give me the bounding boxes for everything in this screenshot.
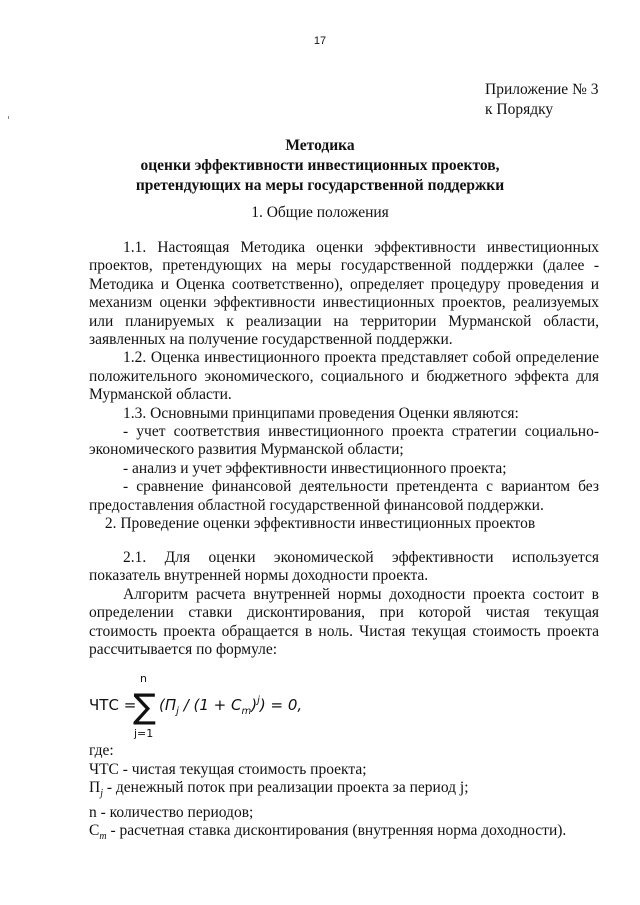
sum-upper-limit: n [140,672,147,685]
formula-definitions [89,742,599,847]
paragraph-2-1: 2.1. Для оценки экономической эффективности используется показатель внутренней нормы доходности проекта. [89,549,599,585]
paragraph-1-1: 1.1. Настоящая Методика оценки эффективности инвестиционных проектов, претендующих на меры государственной поддержки (далее - Методика и Оценка соответственно), определяет процедуру проведения и механизм оценки эффективности инвестиционных проектов, реализуемых или планируемых к реализации на территории Мурманской области, заявленных на получение государственной поддержки. [89,239,599,349]
definition-periods: n - количество периодов; [89,803,254,821]
appendix-reference [485,80,598,120]
formula-term: $(П_j / (1 + C_m)^j) = 0$, [159,695,303,717]
formula-lhs: ЧТС = [89,696,137,714]
title-line-2: оценки эффективности инвестиционных проектов, [140,157,500,174]
appendix-line-2: к Порядку [485,101,554,118]
document-title [0,136,640,196]
page-number: 17 [313,35,327,47]
paragraph-2-2: Алгоритм расчета внутренней нормы доходности проекта состоит в определении ставки дисконтирования, при которой чистая текущая стоимость проекта обращается в ноль. Чистая текущая стоимость проекта рассчитывается по формуле: [89,585,599,659]
definition-npv: ЧТС - чистая текущая стоимость проекта; [89,760,367,778]
title-line-1: Методика [285,137,355,154]
title-line-3: претендующих на меры государственной поддержки [135,177,505,194]
sigma-symbol: ∑ [133,687,156,727]
definition-discount-rate: $C_m$ - расчетная ставка дисконтирования (внутренняя норма доходности). [89,822,567,843]
paragraph-1-2: 1.2. Оценка инвестиционного проекта представляет собой определение положительного экономического, социального и бюджетного эффекта для Мурманской области. [89,349,599,404]
margin-mark [8,116,9,119]
bullet-2: - анализ и учет эффективности инвестиционного проекта; [123,459,507,477]
section-2-body [89,549,599,659]
section-1-body [89,239,599,515]
definition-cash-flow: $П_j$ - денежный поток при реализации проекта за период j; [89,779,469,800]
appendix-line-1: Приложение № 3 [485,81,599,98]
sum-lower-limit: j=1 [134,727,154,740]
npv-formula [89,670,409,742]
bullet-1: - учет соответствия инвестиционного проекта стратегии социально-экономического развития Мурманской области; [89,423,599,459]
paragraph-1-3: 1.3. Основными принципами проведения Оценки являются: [123,404,519,422]
bullet-3: - сравнение финансовой деятельности претендента с вариантом без предоставления областной государственной финансовой поддержки. [89,478,599,514]
definitions-where: где: [89,742,114,759]
section-1-heading: 1. Общие положения [251,204,389,221]
section-2-heading: 2. Проведение оценки эффективности инвестиционных проектов [104,515,536,532]
